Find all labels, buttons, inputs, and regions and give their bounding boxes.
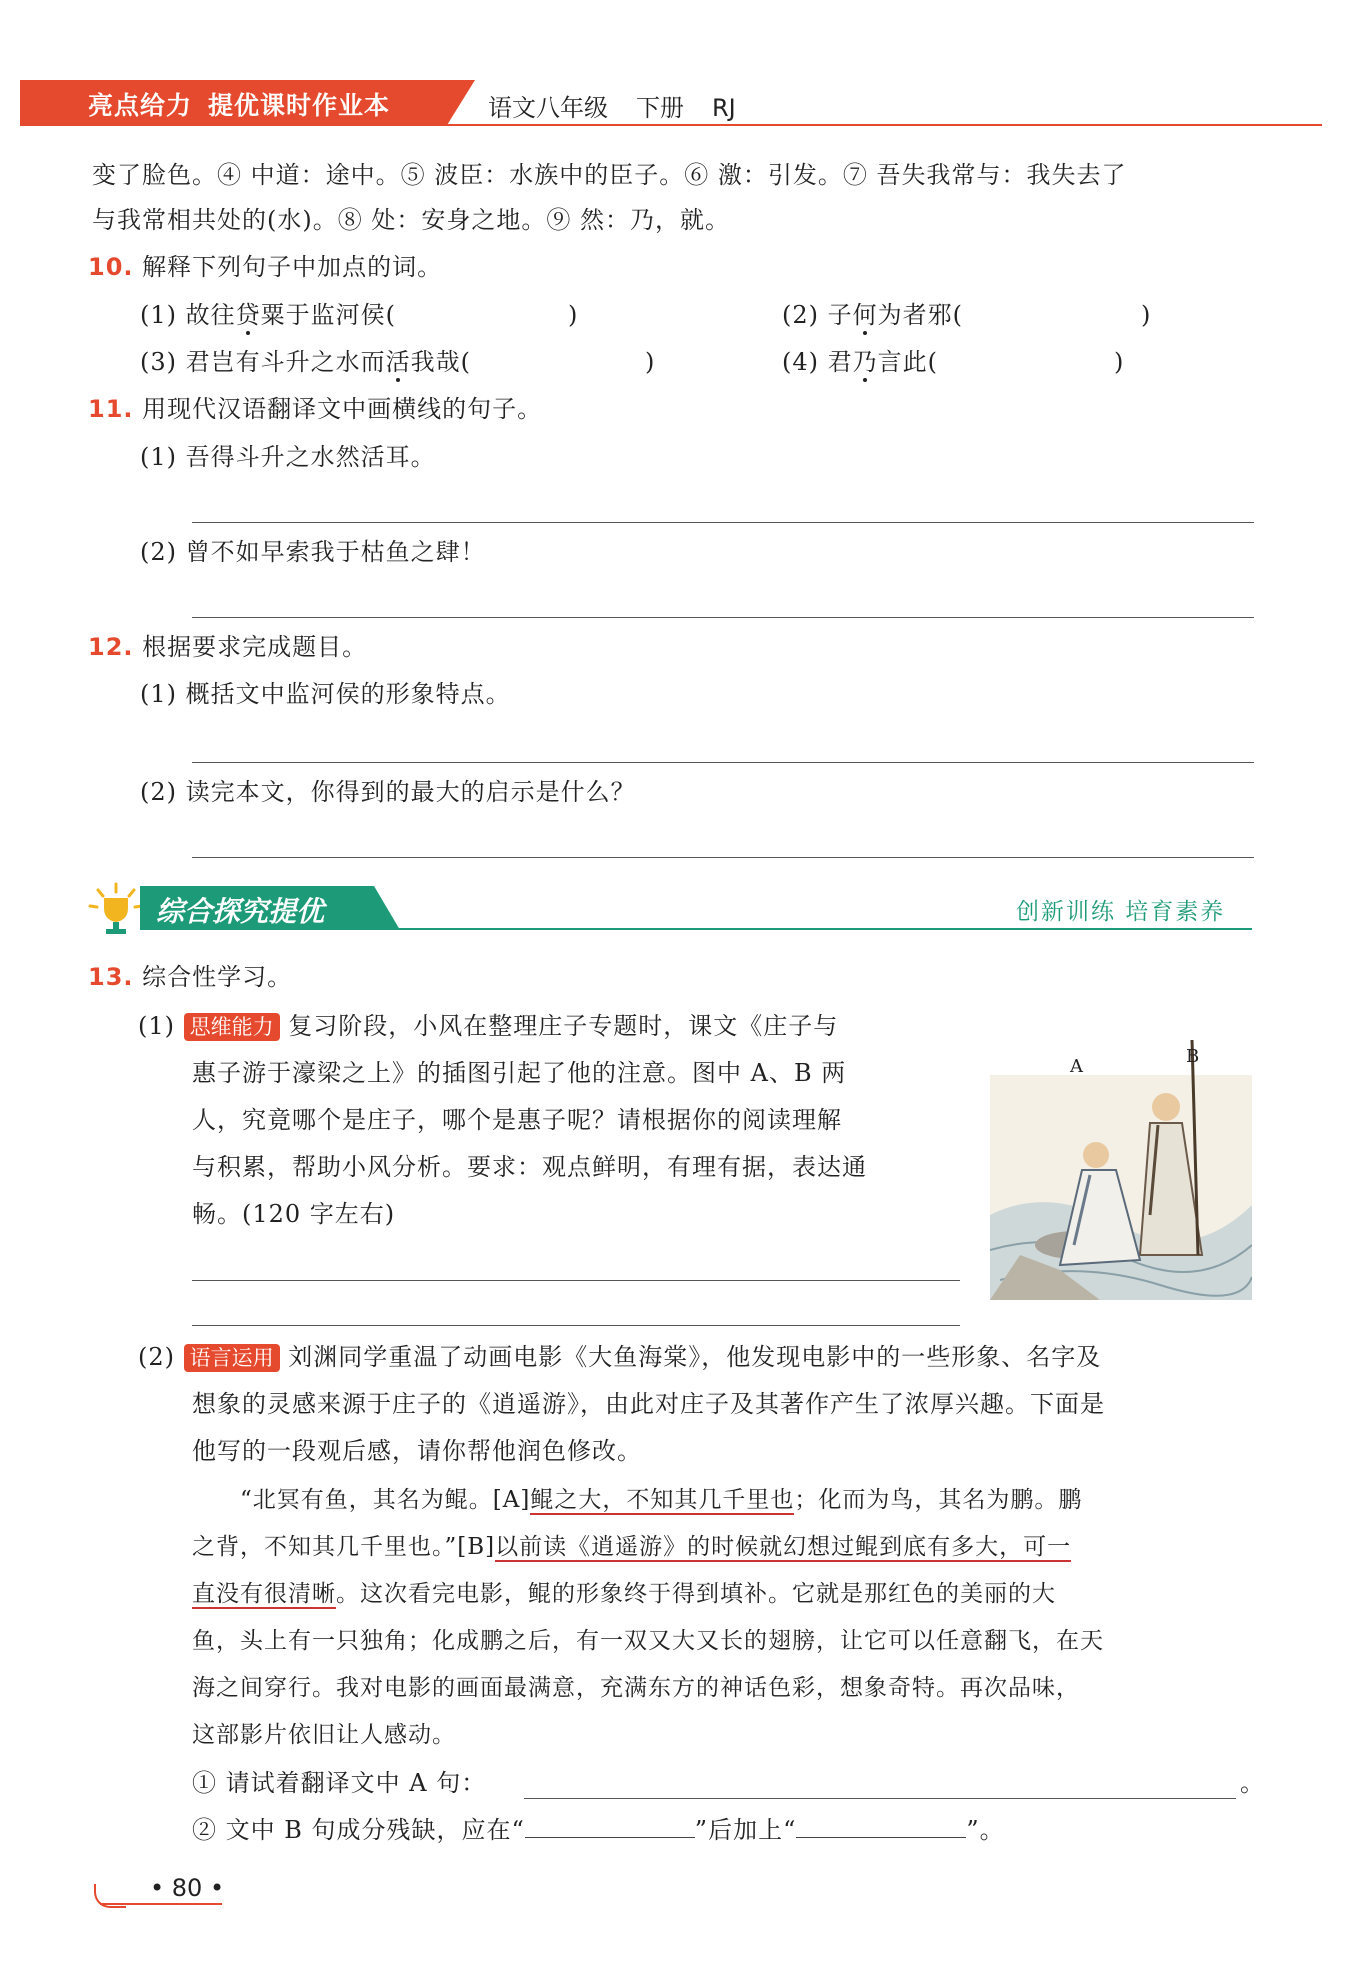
passage-line-3: 直没有很清晰。这次看完电影，鲲的形象终于得到填补。它就是那红色的美丽的大 (192, 1581, 1056, 1607)
q11-sentence-1: (1) 吾得斗升之水然活耳。 (140, 443, 436, 471)
notes-line-1: 变了脸色。④ 中道：途中。⑤ 波臣：水族中的臣子。⑥ 激：引发。⑦ 吾失我常与：我失去了 (92, 161, 1127, 189)
q13-part-1-line-2: 惠子游于濠梁之上》的插图引起了他的注意。图中 A、B 两 (192, 1059, 847, 1087)
header-brand: 亮点给力 提优课时作业本 (88, 91, 391, 120)
q10-item-1: (1) 故往贷粟于监河侯( ) (140, 301, 579, 329)
section-tagline: 创新训练 培育素养 (1016, 899, 1226, 925)
zhuangzi-huizi-illustration (990, 1015, 1252, 1300)
q11-sentence-2: (2) 曾不如早索我于枯鱼之肆！ (140, 538, 486, 566)
q10-stem: 10. 解释下列句子中加点的词。 (88, 253, 443, 281)
section-rule (140, 928, 1252, 930)
passage-line-2: 之背，不知其几千里也。”[B]以前读《逍遥游》的时候就幻想过鲲到底有多大，可一 (192, 1534, 1072, 1560)
q13-part-1-label: (1) 思维能力 复习阶段，小风在整理庄子专题时，课文《庄子与 (138, 1012, 839, 1040)
q12-sub-1: (1) 概括文中监河侯的形象特点。 (140, 680, 511, 708)
q10-item-2: (2) 子何为者邪( ) (782, 301, 1152, 329)
q10-item-4: (4) 君乃言此( ) (782, 348, 1125, 376)
answer-line[interactable] (192, 1325, 960, 1326)
passage-line-6: 这部影片依旧让人感动。 (192, 1722, 456, 1748)
q13-part-1-line-3: 人，究竟哪个是庄子，哪个是惠子呢？请根据你的阅读理解 (192, 1106, 842, 1134)
answer-line[interactable] (192, 522, 1254, 523)
answer-line[interactable] (192, 1280, 960, 1281)
q13-part-2-line-3: 他写的一段观后感，请你帮他润色修改。 (192, 1437, 642, 1465)
header-rule (20, 124, 1322, 126)
passage-line-5: 海之间穿行。我对电影的画面最满意，充满东方的神话色彩，想象奇特。再次品味， (192, 1675, 1080, 1701)
skill-tag: 思维能力 (184, 1013, 280, 1041)
passage-line-4: 鱼，头上有一只独角；化成鹏之后，有一双又大又长的翅膀，让它可以任意翻飞，在天 (192, 1628, 1104, 1654)
q13-part-1-line-4: 与积累，帮助小风分析。要求：观点鲜明，有理有据，表达通 (192, 1153, 867, 1181)
trophy-icon (86, 880, 146, 940)
page-number: • 80 • (150, 1874, 225, 1902)
page-rule (100, 1903, 222, 1905)
skill-tag: 语言运用 (184, 1344, 280, 1372)
answer-line[interactable] (192, 762, 1254, 763)
label-a: A (1070, 1056, 1083, 1077)
task-1: ① 请试着翻译文中 A 句： (192, 1769, 487, 1797)
q13-part-1-line-5: 畅。(120 字左右) (192, 1200, 396, 1228)
passage-line-1: “北冥有鱼，其名为鲲。[A]鲲之大，不知其几千里也；化而为鸟，其名为鹏。鹏 (240, 1487, 1083, 1513)
q13-stem: 13. 综合性学习。 (88, 963, 293, 991)
task-2: ② 文中 B 句成分残缺，应在“ ”后加上“ ”。 (192, 1816, 1005, 1844)
answer-line[interactable] (524, 1798, 1236, 1799)
label-b: B (1186, 1046, 1200, 1067)
q11-stem: 11. 用现代汉语翻译文中画横线的句子。 (88, 395, 543, 423)
header-subject: 语文八年级 下册 RJ (488, 94, 736, 122)
notes-line-2: 与我常相共处的(水)。⑧ 处：安身之地。⑨ 然：乃，就。 (92, 206, 730, 234)
task-1-end: 。 (1240, 1769, 1265, 1797)
q10-item-3: (3) 君岂有斗升之水而活我哉( ) (140, 348, 656, 376)
q13-part-2-line-2: 想象的灵感来源于庄子的《逍遥游》，由此对庄子及其著作产生了浓厚兴趣。下面是 (192, 1390, 1105, 1418)
blank-field[interactable] (525, 1815, 695, 1838)
q12-stem: 12. 根据要求完成题目。 (88, 633, 368, 661)
section-title: 综合探究提优 (156, 895, 325, 928)
answer-line[interactable] (192, 617, 1254, 618)
q12-sub-2: (2) 读完本文，你得到的最大的启示是什么？ (140, 778, 636, 806)
blank-field[interactable] (796, 1815, 966, 1838)
answer-line[interactable] (192, 857, 1254, 858)
q13-part-2-label: (2) 语言运用 刘渊同学重温了动画电影《大鱼海棠》，他发现电影中的一些形象、名字及 (138, 1343, 1102, 1371)
